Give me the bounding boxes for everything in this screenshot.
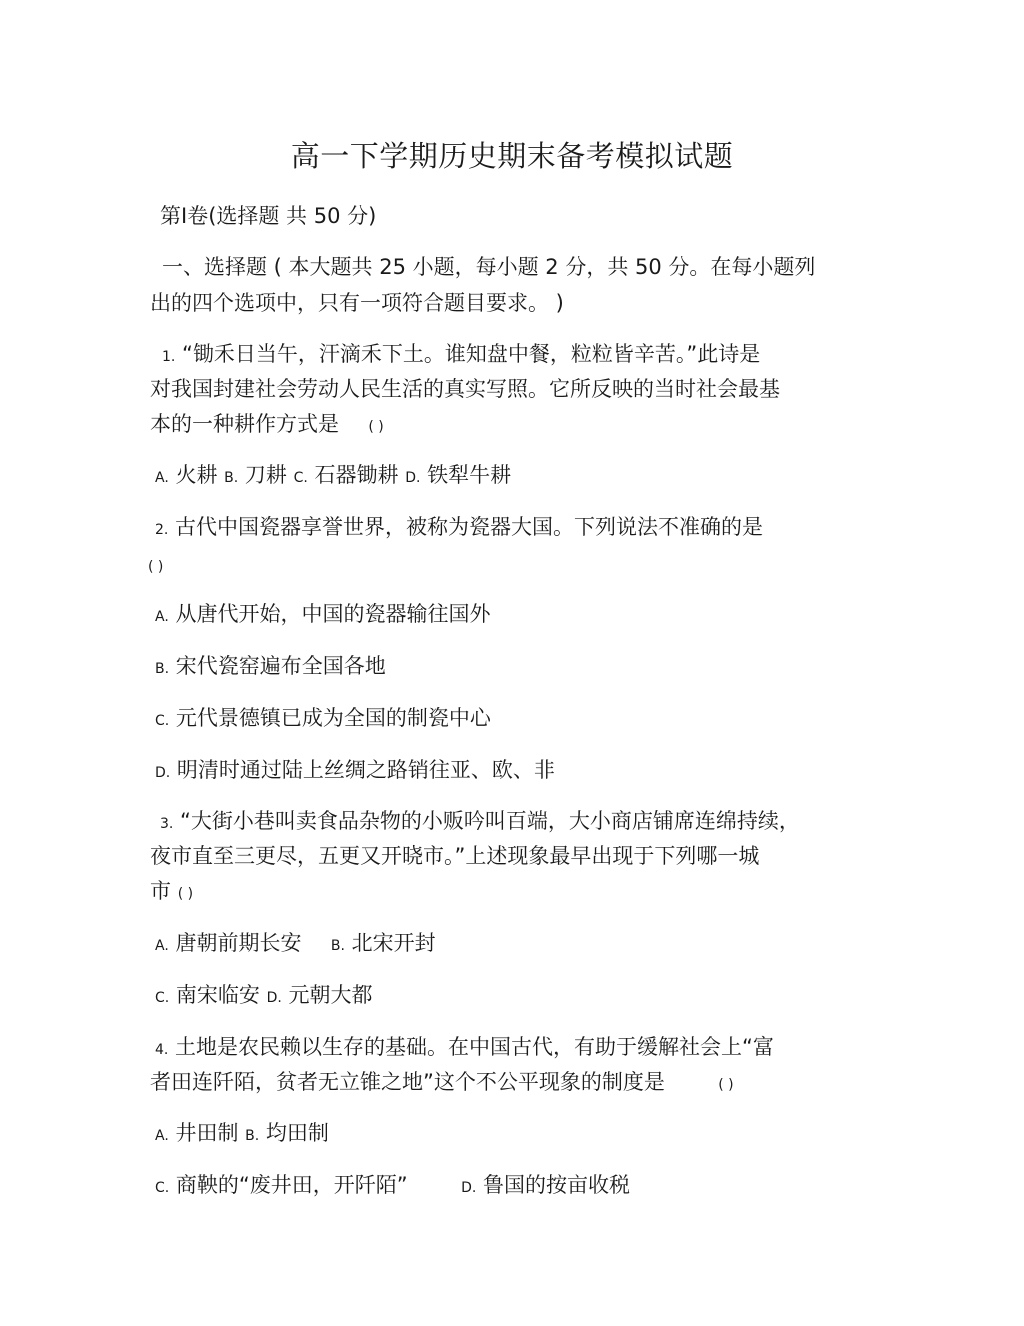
option-a-label: A. xyxy=(155,470,169,486)
option-b-text: 北宋开封 xyxy=(351,931,436,955)
option-b-label: B. xyxy=(330,938,345,954)
option-d-text: 铁犁牛耕 xyxy=(427,463,512,487)
question-4-text-1: 土地是农民赖以生存的基础。在中国古代，有助于缓解社会上“富 xyxy=(175,1035,774,1059)
option-b-label: B. xyxy=(224,470,239,486)
answer-paren: ( ) xyxy=(148,559,164,575)
option-d-text: 明清时通过陆上丝绸之路销往亚、欧、非 xyxy=(176,758,555,782)
question-3-answer-paren: ( ) xyxy=(177,886,194,902)
question-1-text-1: “锄禾日当午，汗滴禾下土。谁知盘中餐，粒粒皆辛苦。”此诗是 xyxy=(182,342,761,366)
option-c-text: 商鞅的“废井田，开阡陌” xyxy=(175,1173,408,1197)
question-2-line-1 xyxy=(155,512,763,545)
question-1-answer-paren: ( ) xyxy=(368,419,384,435)
option-c-text: 元代景德镇已成为全国的制瓷中心 xyxy=(175,706,491,730)
question-3-line-3 xyxy=(150,876,193,909)
question-3-line-2: 夜市直至三更尽，五更又开晓市。”上述现象最早出现于下列哪一城 xyxy=(150,844,760,868)
option-d-label: D. xyxy=(461,1180,477,1196)
question-3-text-1: “大街小巷叫卖食品杂物的小贩吟叫百端，大小商店铺席连绵持续， xyxy=(180,809,800,833)
question-2-option-d xyxy=(155,755,555,788)
option-a-text: 唐朝前期长安 xyxy=(175,931,302,955)
option-a-text: 井田制 xyxy=(175,1121,239,1145)
question-2-number: 2. xyxy=(155,522,169,538)
question-1-line-3 xyxy=(150,409,384,442)
question-2-option-c xyxy=(155,703,491,736)
question-4-options-cd xyxy=(155,1170,630,1203)
option-c-label: C. xyxy=(155,713,170,729)
option-d-text: 鲁国的按亩收税 xyxy=(482,1173,630,1197)
instruction-line-1: 一、选择题 ( 本大题共 25 小题，每小题 2 分，共 50 分。在每小题列 xyxy=(162,255,816,279)
question-4-options-ab xyxy=(155,1118,329,1151)
option-b-text: 均田制 xyxy=(265,1121,329,1145)
option-a-text: 火耕 xyxy=(175,463,218,487)
question-2-text-1: 古代中国瓷器享誉世界，被称为瓷器大国。下列说法不准确的是 xyxy=(175,515,764,539)
option-b-text: 刀耕 xyxy=(244,463,287,487)
option-a-text: 从唐代开始，中国的瓷器输往国外 xyxy=(175,602,491,626)
option-c-label: C. xyxy=(155,1180,170,1196)
question-2-option-b xyxy=(155,651,386,684)
question-1-text-3: 本的一种耕作方式是 xyxy=(150,412,339,436)
question-3-options-cd xyxy=(155,980,373,1013)
option-b-label: B. xyxy=(155,661,170,677)
page-title: 高一下学期历史期末备考模拟试题 xyxy=(290,139,734,173)
option-d-label: D. xyxy=(266,990,282,1006)
question-3-number: 3. xyxy=(160,816,174,832)
question-3-line-1 xyxy=(160,806,800,839)
question-4-text-2: 者田连阡陌，贫者无立锥之地”这个不公平现象的制度是 xyxy=(150,1070,665,1094)
question-1-line-2: 对我国封建社会劳动人民生活的真实写照。它所反映的当时社会最基 xyxy=(150,377,780,401)
question-3-options-ab xyxy=(155,928,436,961)
section-heading: 第Ⅰ卷(选择题 共 50 分) xyxy=(160,204,377,228)
instruction-line-2: 出的四个选项中，只有一项符合题目要求。 ) xyxy=(150,291,564,315)
question-1-options xyxy=(155,460,511,493)
question-4-line-2 xyxy=(150,1067,734,1100)
option-d-label: D. xyxy=(405,470,421,486)
option-c-text: 石器锄耕 xyxy=(314,463,399,487)
option-b-label: B. xyxy=(245,1128,260,1144)
option-d-text: 元朝大都 xyxy=(288,983,373,1007)
question-2-answer-paren xyxy=(148,549,163,582)
option-c-text: 南宋临安 xyxy=(175,983,260,1007)
option-a-label: A. xyxy=(155,609,169,625)
option-b-text: 宋代瓷窑遍布全国各地 xyxy=(175,654,386,678)
option-c-label: C. xyxy=(293,470,308,486)
question-4-number: 4. xyxy=(155,1042,169,1058)
question-4-line-1 xyxy=(155,1032,774,1065)
option-c-label: C. xyxy=(155,990,170,1006)
option-d-label: D. xyxy=(155,765,171,781)
question-1-line-1 xyxy=(162,339,760,372)
question-4-answer-paren: ( ) xyxy=(718,1077,734,1093)
question-1-number: 1. xyxy=(162,349,176,365)
question-3-text-3: 市 xyxy=(150,879,171,903)
option-a-label: A. xyxy=(155,1128,169,1144)
option-a-label: A. xyxy=(155,938,169,954)
question-2-option-a xyxy=(155,599,490,632)
